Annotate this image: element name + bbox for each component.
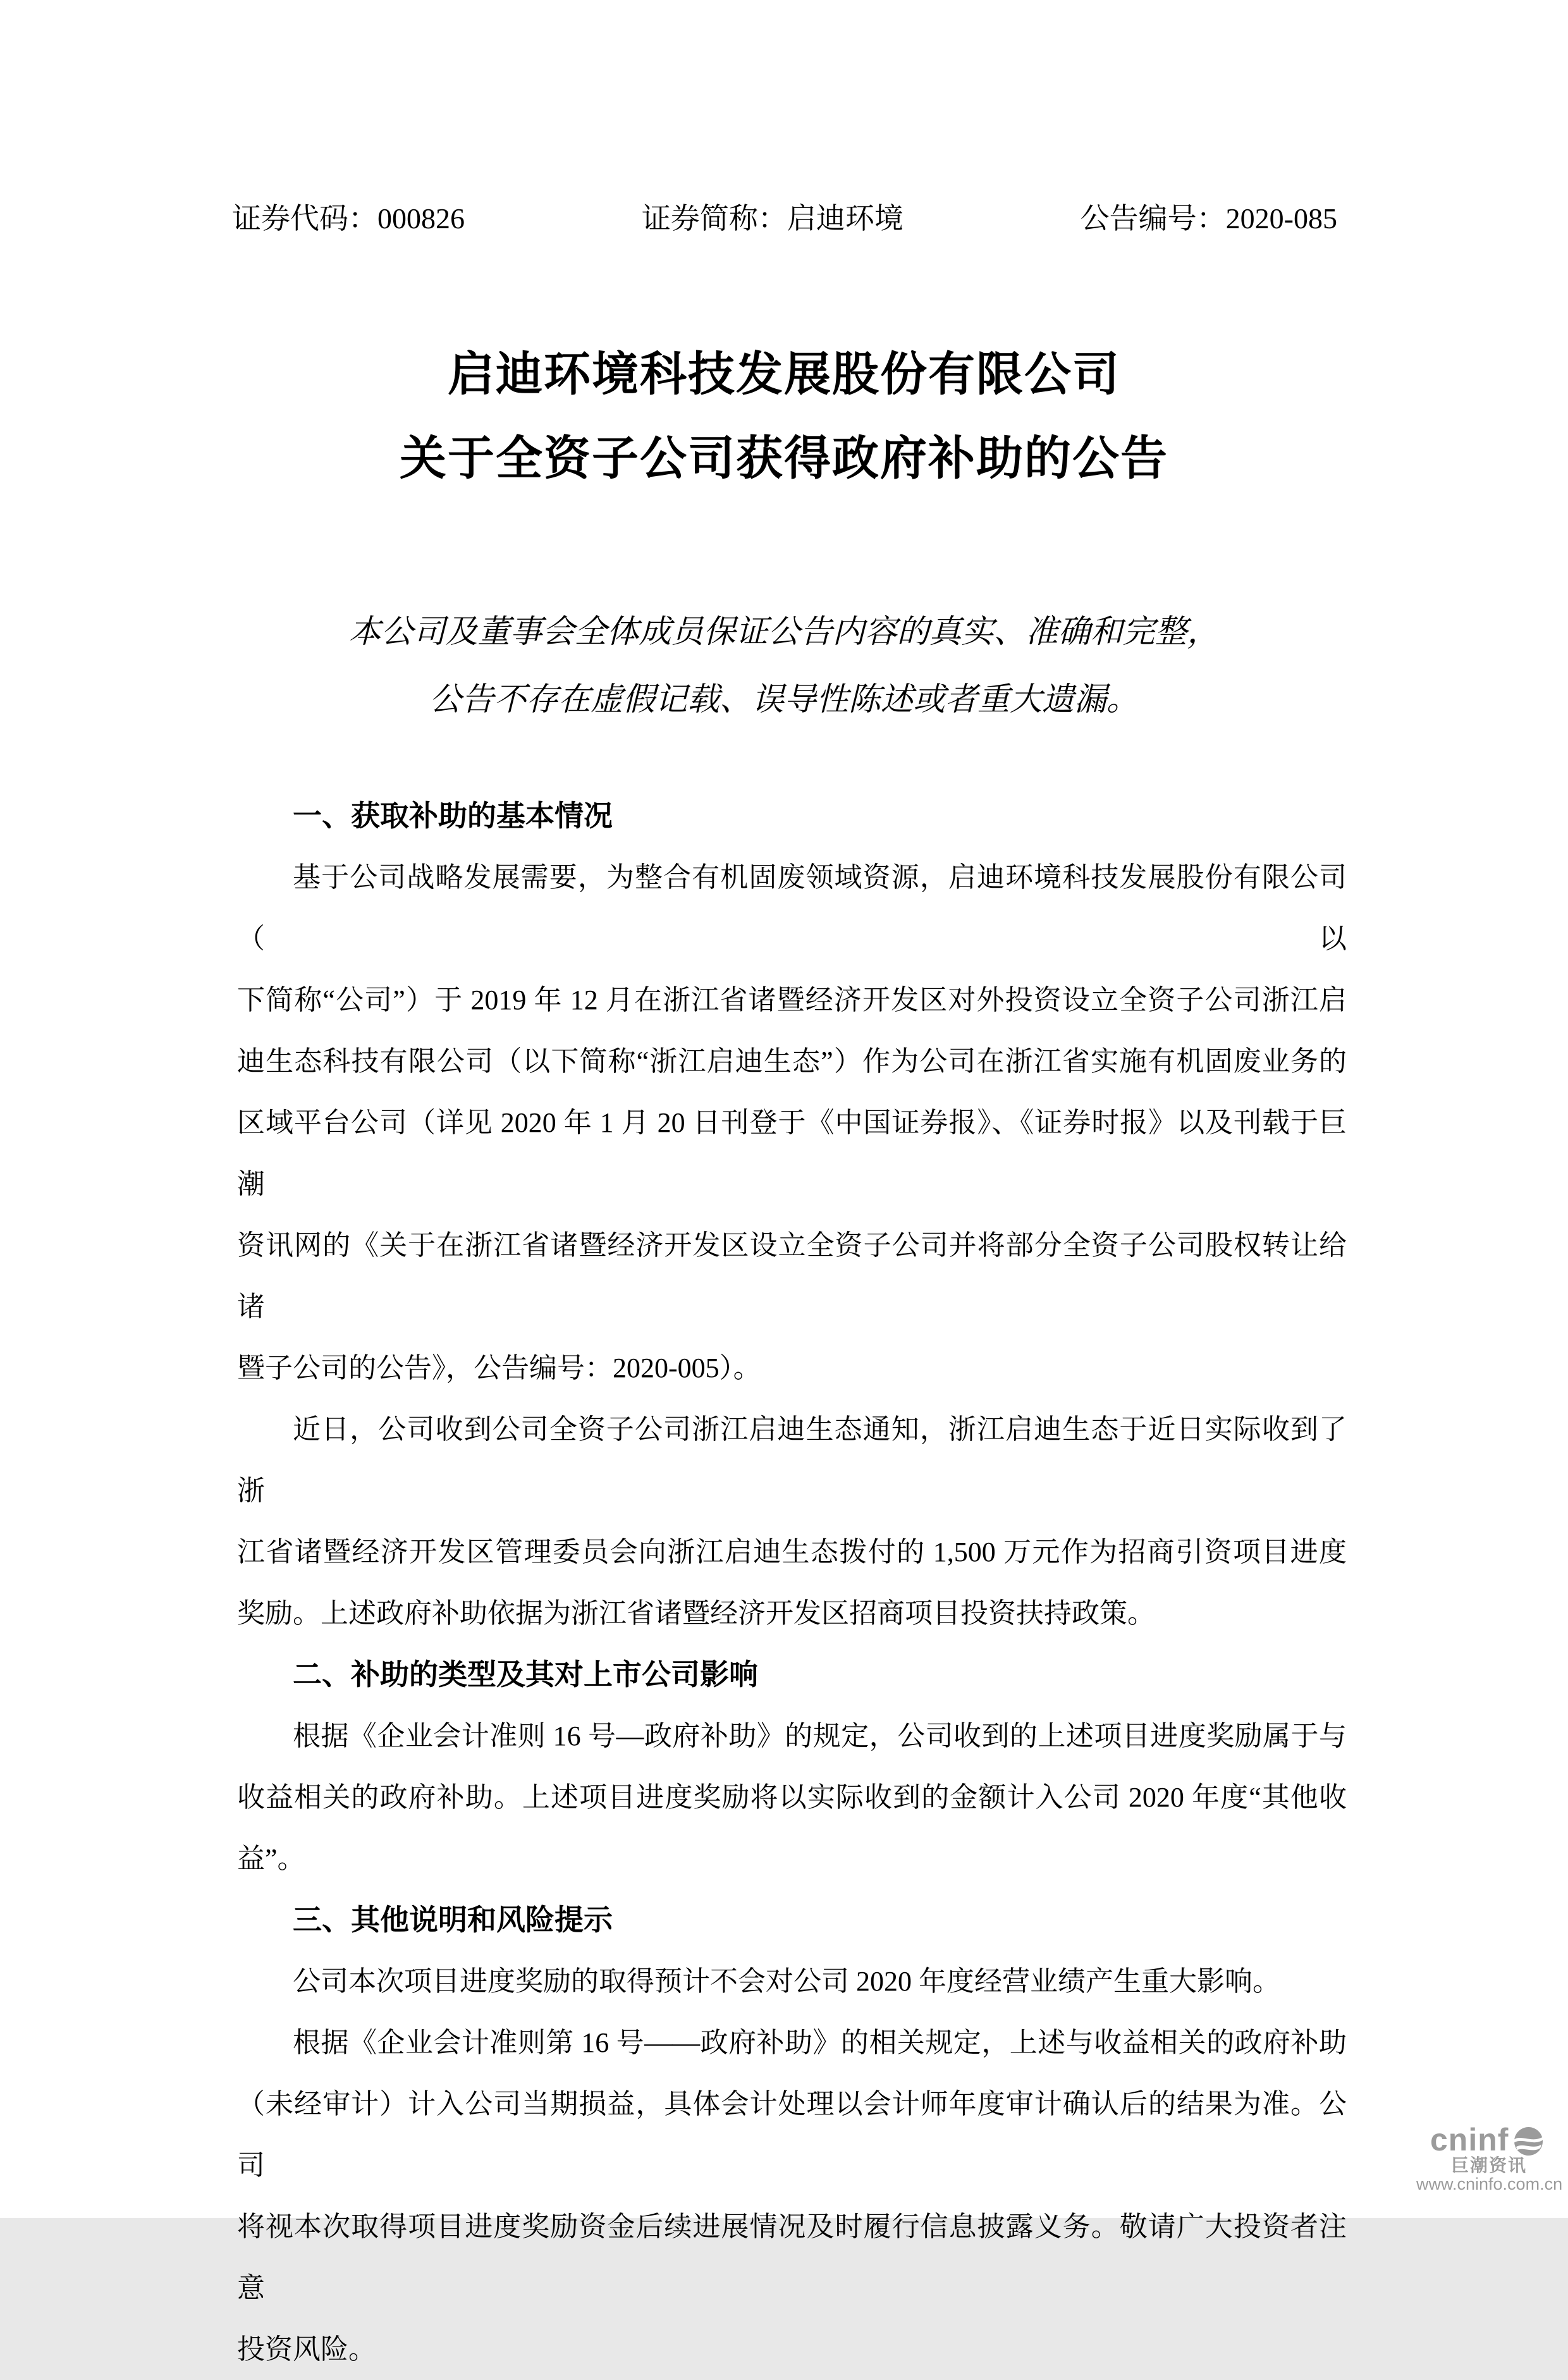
statement-line-1: 本公司及董事会全体成员保证公告内容的真实、准确和完整， bbox=[348, 615, 1220, 650]
document-title bbox=[0, 332, 1568, 500]
title-line-company: 启迪环境科技发展股份有限公司 bbox=[448, 348, 1120, 400]
cninfo-brand-text: cninf bbox=[1430, 2122, 1509, 2157]
body-line: 迪生态科技有限公司（以下简称“浙江启迪生态”）作为公司在浙江省实施有机固废业务的 bbox=[237, 1046, 1347, 1077]
section-heading: 一、获取补助的基本情况 bbox=[293, 799, 613, 832]
section-heading: 二、补助的类型及其对上市公司影响 bbox=[293, 1658, 758, 1691]
body-line: （未经审计）计入公司当期损益，具体会计处理以会计师年度审计确认后的结果为准。公司 bbox=[237, 2089, 1347, 2181]
cninfo-globe-icon bbox=[1514, 2126, 1543, 2156]
stock-code: 证券代码：000826 bbox=[232, 202, 465, 235]
body-line: 公司本次项目进度奖励的取得预计不会对公司 2020 年度经营业绩产生重大影响。 bbox=[293, 1966, 1280, 1997]
body-line: 根据《企业会计准则第 16 号——政府补助》的相关规定，上述与收益相关的政府补助 bbox=[293, 2027, 1347, 2058]
body-line: 奖励。上述政府补助依据为浙江省诸暨经济开发区招商项目投资扶持政策。 bbox=[237, 1598, 1155, 1629]
cninfo-site-name: 巨潮资讯 bbox=[1451, 2156, 1528, 2175]
board-statement bbox=[0, 599, 1568, 734]
document-body bbox=[237, 785, 1347, 2380]
body-line: 将视本次取得项目进度奖励资金后续进展情况及时履行信息披露义务。敬请广大投资者注意 bbox=[237, 2211, 1347, 2303]
document-header bbox=[232, 202, 1337, 235]
body-line: 根据《企业会计准则 16 号—政府补助》的规定，公司收到的上述项目进度奖励属于与 bbox=[293, 1721, 1347, 1751]
section-heading: 三、其他说明和风险提示 bbox=[293, 1903, 613, 1936]
body-line: 江省诸暨经济开发区管理委员会向浙江启迪生态拨付的 1,500 万元作为招商引资项目进度 bbox=[237, 1537, 1347, 1567]
statement-line-2: 公告不存在虚假记载、误导性陈述或者重大遗漏。 bbox=[429, 682, 1139, 718]
announcement-number: 公告编号：2020-085 bbox=[1080, 202, 1337, 235]
body-line: 近日，公司收到公司全资子公司浙江启迪生态通知，浙江启迪生态于近日实际收到了浙 bbox=[237, 1414, 1347, 1506]
body-line: 暨子公司的公告》，公告编号：2020-005）。 bbox=[237, 1353, 761, 1383]
stock-short-name: 证券简称：启迪环境 bbox=[641, 202, 903, 235]
body-line: 资讯网的《关于在浙江省诸暨经济开发区设立全资子公司并将部分全资子公司股权转让给诸 bbox=[237, 1230, 1347, 1322]
title-line-subject: 关于全资子公司获得政府补助的公告 bbox=[400, 432, 1168, 484]
body-line: 基于公司战略发展需要，为整合有机固废领域资源，启迪环境科技发展股份有限公司（以 bbox=[237, 862, 1347, 954]
body-line: 益”。 bbox=[237, 1843, 305, 1874]
body-line: 区域平台公司（详见 2020 年 1 月 20 日刊登于《中国证券报》、《证券时报》以及刊载于巨潮 bbox=[237, 1107, 1347, 1199]
body-line: 下简称“公司”）于 2019 年 12 月在浙江省诸暨经济开发区对外投资设立全资子公司浙江启 bbox=[237, 985, 1347, 1015]
body-line: 收益相关的政府补助。上述项目进度奖励将以实际收到的金额计入公司 2020 年度“其他收 bbox=[237, 1782, 1347, 1813]
body-line: 投资风险。 bbox=[237, 2334, 376, 2365]
cninfo-site-url: www.cninfo.com.cn bbox=[1416, 2175, 1563, 2193]
